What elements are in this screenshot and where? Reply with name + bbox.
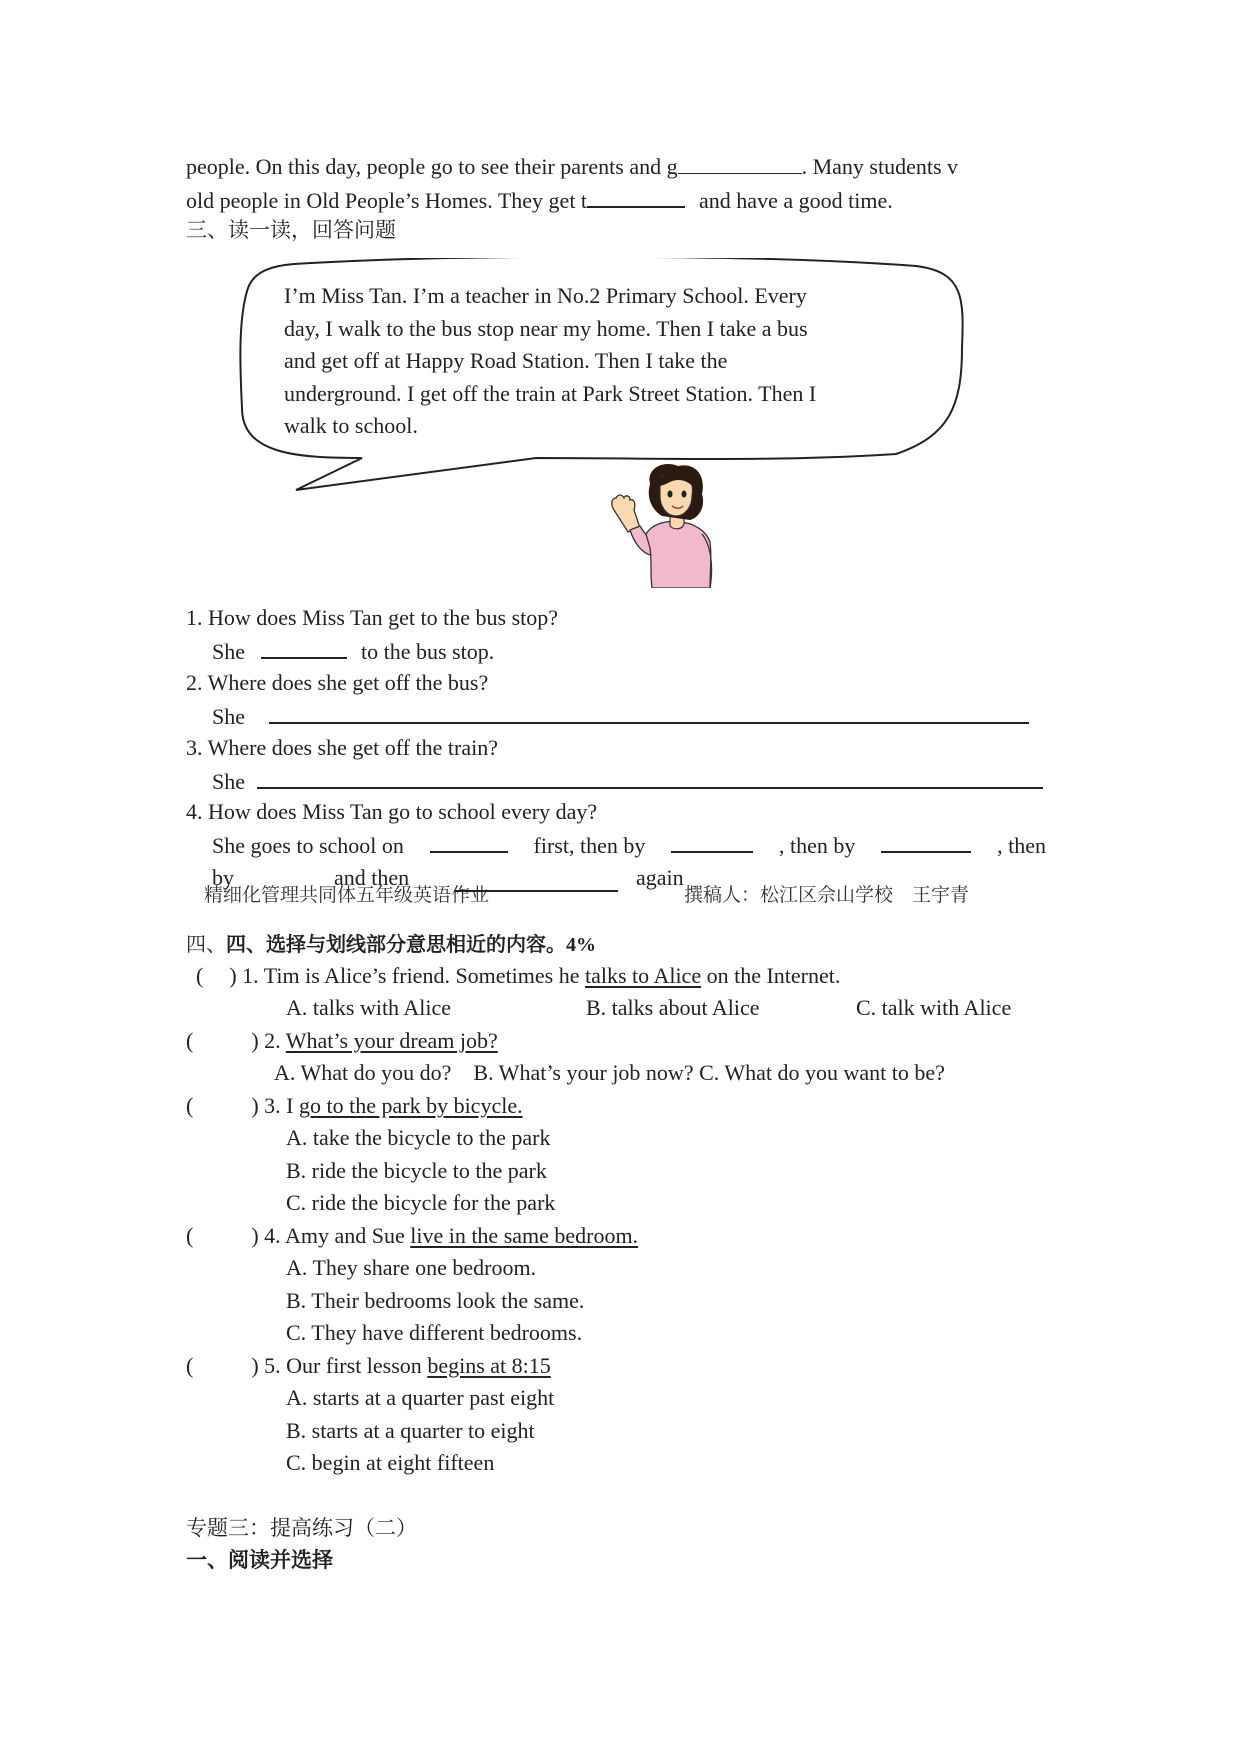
choice-question-4 — [186, 1222, 638, 1250]
question-3: 3. Where does she get off the train? — [186, 735, 498, 760]
question-1: 1. How does Miss Tan get to the bus stop? — [186, 605, 559, 630]
underlined-phrase: begins at 8:15 — [427, 1353, 551, 1378]
option-c[interactable]: C. ride the bicycle for the park — [286, 1190, 556, 1215]
question-text: ) 4. Amy and Sue — [251, 1223, 411, 1248]
answer-text: , then — [997, 833, 1046, 858]
section-4-heading — [186, 930, 596, 959]
answer-text: first, then by — [533, 833, 646, 858]
option-b[interactable]: B. starts at a quarter to eight — [286, 1418, 535, 1443]
question-2: 2. Where does she get off the bus? — [186, 670, 489, 695]
answer-prefix: She — [212, 769, 245, 794]
option-a[interactable]: A. They share one bedroom. — [286, 1255, 537, 1280]
question-4: 4. How does Miss Tan go to school every day? — [186, 799, 598, 824]
section-score: 4% — [566, 934, 596, 956]
question-text: ) 2. — [251, 1028, 286, 1053]
question-text: ) 1. Tim is Alice’s friend. Sometimes he — [229, 963, 585, 988]
passage-text: old people in Old People’s Homes. They get t — [186, 188, 588, 213]
answer-paren[interactable]: ( — [196, 963, 204, 988]
passage-text: people. On this day, people go to see their parents and g — [186, 154, 678, 179]
answer-4-overflow — [334, 864, 409, 892]
answer-paren[interactable]: ( — [186, 1093, 194, 1118]
option-a[interactable]: A. starts at a quarter past eight — [286, 1385, 555, 1410]
choice-question-3 — [186, 1092, 523, 1120]
answer-paren[interactable]: ( — [186, 1223, 194, 1248]
option-a[interactable]: A. take the bicycle to the park — [286, 1125, 551, 1150]
underlined-phrase: live in the same bedroom. — [410, 1223, 639, 1248]
option-a[interactable]: A. talks with Alice — [286, 995, 451, 1020]
topic-title: 专题三：提高练习（二） — [186, 1516, 417, 1540]
answer-paren[interactable]: ( — [186, 1353, 194, 1378]
options-2[interactable]: A. What do you do? B. What’s your job now? C. What do you want to be? — [274, 1060, 945, 1085]
option-c[interactable]: C. They have different bedrooms. — [286, 1320, 583, 1345]
option-b[interactable]: B. ride the bicycle to the park — [286, 1158, 547, 1183]
passage-text: . Many students v — [801, 154, 959, 179]
answer-3-line[interactable] — [257, 767, 1043, 789]
question-text: ) 3. I — [251, 1093, 299, 1118]
answer-4-blank-3[interactable] — [881, 831, 971, 853]
answer-prefix: She — [212, 639, 245, 664]
underlined-phrase: What’s your dream job? — [285, 1028, 498, 1053]
question-text: ) 5. Our first lesson — [251, 1353, 428, 1378]
answer-prefix: She — [212, 704, 245, 729]
option-b[interactable]: B. Their bedrooms look the same. — [286, 1288, 585, 1313]
option-c[interactable]: C. talk with Alice — [856, 995, 1012, 1020]
answer-paren[interactable]: ( — [186, 1028, 194, 1053]
answer-1 — [212, 637, 494, 666]
passage-line-2 — [186, 186, 893, 215]
section-heading: 一、阅读并选择 — [186, 1548, 333, 1572]
answer-4 — [212, 831, 1046, 860]
answer-4-blank-2[interactable] — [671, 831, 753, 853]
underlined-phrase: go to the park by bicycle. — [298, 1093, 523, 1118]
answer-text: by — [212, 865, 234, 890]
choice-question-2 — [186, 1027, 498, 1055]
bubble-line: and get off at Happy Road Station. Then I take the — [284, 348, 728, 373]
footer-left: 精细化管理共同体五年级英语作业 — [204, 884, 490, 906]
bubble-line: walk to school. — [284, 413, 418, 438]
answer-4-overflow — [212, 864, 234, 892]
bubble-line: underground. I get off the train at Park Street Station. Then I — [284, 380, 817, 406]
bubble-text — [284, 280, 918, 443]
answer-text: and then — [334, 865, 410, 890]
answer-4-blank-1[interactable] — [430, 831, 508, 853]
answer-1-blank[interactable] — [261, 637, 347, 659]
underlined-phrase: talks to Alice — [585, 963, 702, 988]
answer-text: She goes to school on — [212, 833, 404, 858]
footer-right: 撰稿人：松江区佘山学校 王宇青 — [684, 884, 970, 906]
answer-text: again — [636, 865, 684, 890]
question-text: on the Internet. — [701, 963, 841, 988]
answer-suffix: to the bus stop. — [361, 639, 495, 664]
option-c[interactable]: C. begin at eight fifteen — [286, 1450, 495, 1475]
choice-question-1 — [196, 962, 840, 990]
passage-text: and have a good time. — [699, 188, 893, 213]
bubble-line: day, I walk to the bus stop near my home. Then I take a bus — [284, 315, 808, 341]
option-b[interactable]: B. talks about Alice — [586, 995, 760, 1020]
answer-2-line[interactable] — [269, 702, 1029, 724]
passage-line-1 — [186, 153, 958, 181]
section-heading-prefix: 四、 — [186, 932, 226, 956]
fill-blank[interactable] — [587, 186, 685, 208]
answer-4-overflow — [636, 864, 684, 892]
answer-2 — [212, 702, 1029, 731]
bubble-line: I’m Miss Tan. I’m a teacher in No.2 Primary School. Every — [284, 283, 807, 308]
answer-3 — [212, 767, 1043, 796]
answer-text: , then by — [779, 833, 856, 858]
teacher-illustration — [606, 464, 718, 588]
fill-blank[interactable] — [678, 153, 802, 174]
section-heading: 三、读一读，回答问题 — [186, 218, 396, 242]
choice-question-5 — [186, 1352, 551, 1380]
section-heading: 四、选择与划线部分意思相近的内容。 — [226, 932, 566, 956]
answer-4-blank-4[interactable] — [454, 870, 618, 892]
